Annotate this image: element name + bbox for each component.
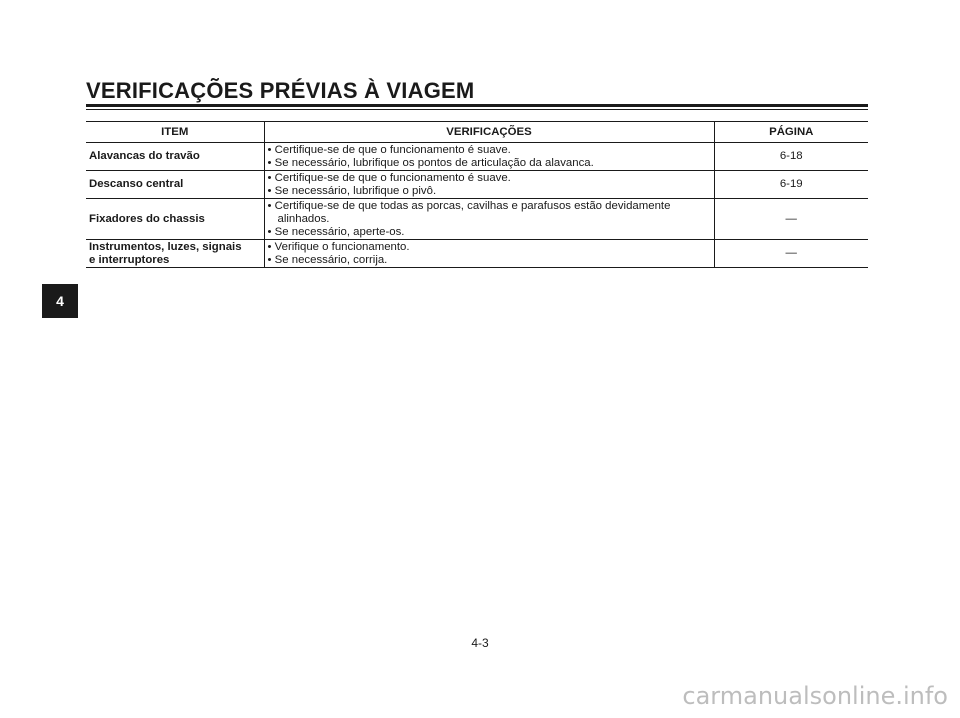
title-rule-thin [86,109,868,110]
check-item: • Verifique o funcionamento. [267,241,410,254]
check-item: • Certifique-se de que o funcionamento é suave. [267,144,511,156]
check-text: Se necessário, corrija. [274,253,388,266]
item-label: Instrumentos, luzes, signais [89,241,242,254]
row-item-cell [86,143,264,171]
pre-ride-checks-table [86,121,868,268]
page-number: 4-3 [471,636,489,650]
item-label: Fixadores do chassis [89,212,205,225]
row-page-cell: 6-19 [714,171,868,199]
row-checks-cell [264,143,714,171]
check-text: Verifique o funcionamento. [274,241,410,254]
table-row [86,143,868,171]
header-checks: VERIFICAÇÕES [264,122,714,143]
check-item: • Certifique-se de que o funcionamento é suave. [267,172,511,185]
check-text: Certifique-se de que todas as porcas, cavilhas e parafusos estão devidamente alinhados. [274,200,671,225]
check-item: • Certifique-se de que todas as porcas, cavilhas e parafusos estão devidamente alinhados. [267,200,671,225]
check-item: • Se necessário, lubrifique os pontos de articulação da alavanca. [267,156,594,169]
header-page: PÁGINA [714,122,868,143]
check-text: Se necessário, lubrifique os pontos de articulação da alavanca. [274,156,594,169]
check-text: Se necessário, aperte-os. [274,225,405,238]
row-item-cell [86,199,264,240]
item-label: Alavancas do travão [89,150,200,163]
row-page-cell: 6-18 [714,143,868,171]
check-item: • Se necessário, aperte-os. [267,225,405,238]
row-checks-cell [264,240,714,268]
item-label: e interruptores [89,253,170,266]
watermark: carmanualsonline.info [682,682,948,710]
row-checks-cell [264,171,714,199]
row-checks-cell [264,199,714,240]
header-item: ITEM [86,122,264,143]
check-item: • Se necessário, lubrifique o pivô. [267,184,437,197]
check-item: • Se necessário, corrija. [267,253,388,266]
item-label: Descanso central [89,178,184,191]
check-text: Se necessário, lubrifique o pivô. [274,184,437,197]
page-title: VERIFICAÇÕES PRÉVIAS À VIAGEM [86,78,475,103]
row-item-cell [86,171,264,199]
check-text: Certifique-se de que o funcionamento é suave. [274,172,511,185]
row-item-cell [86,240,264,268]
table-row [86,199,868,240]
table-row [86,171,868,199]
row-page-cell: — [714,199,868,240]
title-rule-thick [86,104,868,107]
check-text: Certifique-se de que o funcionamento é suave. [274,144,511,156]
chapter-tab: 4 [42,284,78,318]
table-row [86,240,868,268]
table-header-row [86,122,868,143]
row-page-cell: — [714,240,868,268]
